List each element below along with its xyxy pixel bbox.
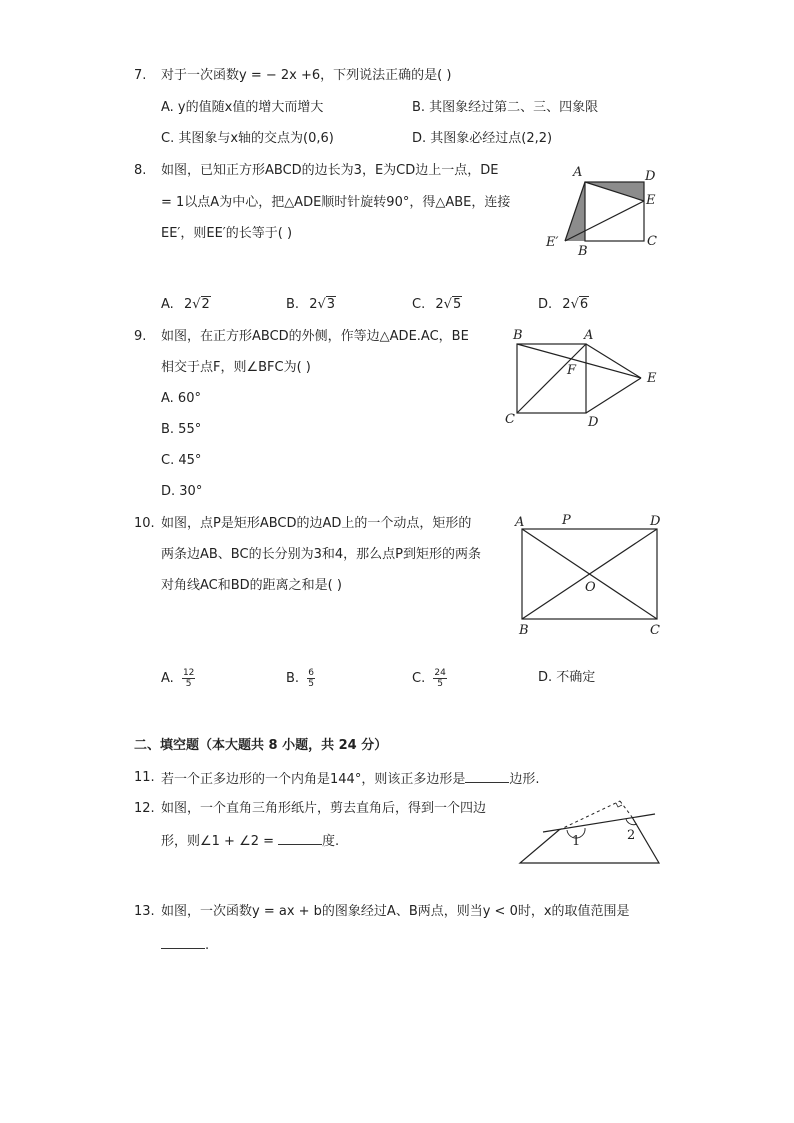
q10-option-a <box>161 668 195 689</box>
q8-figure <box>540 160 670 260</box>
q10-option-c-numerator: 24 <box>434 668 446 678</box>
q9-label-e: E <box>647 371 657 386</box>
q10-option-d: D. 不确定 <box>538 670 596 685</box>
q12-figure <box>515 795 665 870</box>
q10-line3: 对角线AC和BD的距离之和是( ) <box>161 578 342 593</box>
q13-line1: 如图，一次函数y = ax + b的图象经过A、B两点，则当y < 0时，x的取值范围是 <box>161 904 630 919</box>
q8-option-a-radicand: 2 <box>201 297 210 312</box>
q10-option-a-numerator: 12 <box>182 668 195 678</box>
q9-label-d: D <box>588 415 599 430</box>
q12-label-2: 2 <box>627 828 636 843</box>
q8-option-a: A. 2√2 <box>161 297 210 312</box>
q9-segment-de <box>586 378 641 413</box>
q8-option-b-coef: 2 <box>309 297 318 312</box>
q9-label-a: A <box>584 328 594 343</box>
q12-cut-line <box>543 814 655 832</box>
q12-line2-after: 度. <box>322 834 340 849</box>
q11-number: 11. <box>134 770 155 785</box>
q12-line2-before: 形，则∠1 + ∠2 = <box>161 834 275 849</box>
q8-option-a-label: A. <box>161 297 174 312</box>
q10-number: 10. <box>134 516 155 531</box>
q10-option-b <box>286 668 315 689</box>
q8-option-d-label: D. <box>538 297 553 312</box>
q10-option-c <box>412 668 447 689</box>
q10-label-o: O <box>585 580 596 595</box>
q11-text <box>161 770 539 788</box>
q12-dashed-leg-right <box>620 801 632 817</box>
q9-label-f: F <box>567 363 577 378</box>
q12-line2 <box>161 832 339 850</box>
q8-option-c-label: C. <box>412 297 426 312</box>
q11-text-before: 若一个正多边形的一个内角是144°，则该正多边形是 <box>161 772 466 787</box>
q10-label-d: D <box>650 514 661 529</box>
q8-option-c-radicand: 5 <box>452 297 462 312</box>
q8-option-c: C. 2√5 <box>412 297 462 312</box>
q11-text-after: 边形. <box>509 772 540 787</box>
q7-number: 7. <box>134 68 147 83</box>
q10-line1: 如图，点P是矩形ABCD的边AD上的一个动点，矩形的 <box>161 516 472 531</box>
q7-stem: 对于一次函数y = − 2x +6，下列说法正确的是( ) <box>161 68 452 83</box>
q8-label-e: E <box>646 193 656 208</box>
q10-option-b-denominator: 5 <box>308 679 314 689</box>
q11-answer-blank[interactable] <box>465 770 509 783</box>
q8-option-d-coef: 2 <box>562 297 571 312</box>
q8-label-e-prime: E′ <box>546 235 559 250</box>
q10-option-b-label: B. <box>286 671 300 686</box>
q8-line1: 如图，已知正方形ABCD的边长为3，E为CD边上一点，DE <box>161 163 499 178</box>
q10-option-a-denominator: 5 <box>185 679 192 689</box>
q7-option-d: D. 其图象必经过点(2,2) <box>412 131 553 146</box>
section-2-title: 二、填空题（本大题共 8 小题，共 24 分） <box>134 738 388 753</box>
q10-label-b: B <box>519 623 529 638</box>
q9-figure <box>500 325 670 430</box>
q12-quadrilateral <box>520 817 659 863</box>
q8-label-b: B <box>578 244 588 259</box>
q10-option-b-numerator: 6 <box>308 668 314 678</box>
q8-label-c: C <box>647 234 657 249</box>
q13-number: 13. <box>134 904 155 919</box>
q9-line2: 相交于点F，则∠BFC为( ) <box>161 360 311 375</box>
q8-option-d-radicand: 6 <box>579 297 589 312</box>
q9-segment-ae <box>586 344 641 378</box>
q12-answer-blank[interactable] <box>278 832 322 845</box>
q9-option-d: D. 30° <box>161 484 203 499</box>
q9-option-b: B. 55° <box>161 422 202 437</box>
q10-figure <box>505 510 670 640</box>
q12-line1: 如图，一个直角三角形纸片，剪去直角后，得到一个四边 <box>161 801 487 816</box>
q13-answer-blank[interactable] <box>161 936 205 949</box>
q8-option-b-radicand: 3 <box>326 297 336 312</box>
q8-option-a-coef: 2 <box>183 297 193 312</box>
q8-line3: EE′，则EE′的长等于( ) <box>161 226 293 241</box>
q12-right-angle-mark <box>616 803 622 807</box>
q12-dashed-leg-left <box>559 801 620 830</box>
q9-number: 9. <box>134 329 147 344</box>
q9-segment-be <box>517 344 641 378</box>
q9-label-b: B <box>513 328 523 343</box>
q8-option-b: B. 2√3 <box>286 297 336 312</box>
q9-line1: 如图，在正方形ABCD的外侧，作等边△ADE.AC，BE <box>161 329 469 344</box>
q9-option-c: C. 45° <box>161 453 202 468</box>
q8-option-b-label: B. <box>286 297 300 312</box>
q10-option-c-denominator: 5 <box>437 679 443 689</box>
q8-option-d: D. 2√6 <box>538 297 589 312</box>
q9-option-a: A. 60° <box>161 391 201 406</box>
q12-label-1: 1 <box>572 834 581 849</box>
q8-label-a: A <box>573 165 583 180</box>
q9-label-c: C <box>505 412 515 427</box>
q8-line2: = 1以点A为中心，把△ADE顺时针旋转90°，得△ABE，连接 <box>161 195 511 210</box>
q13-line2-after: . <box>205 938 210 953</box>
q10-label-p: P <box>562 513 571 528</box>
q10-line2: 两条边AB、BC的长分别为3和4，那么点P到矩形的两条 <box>161 547 481 562</box>
q10-label-a: A <box>515 515 525 530</box>
q13-line2 <box>161 936 209 954</box>
q7-option-c: C. 其图象与x轴的交点为(0,6) <box>161 131 334 146</box>
q10-label-c: C <box>650 623 660 638</box>
q10-option-c-label: C. <box>412 671 426 686</box>
q8-option-c-coef: 2 <box>435 297 444 312</box>
q7-option-b: B. 其图象经过第二、三、四象限 <box>412 100 599 115</box>
q8-number: 8. <box>134 163 147 178</box>
q9-segment-ac <box>517 344 586 413</box>
q12-number: 12. <box>134 801 155 816</box>
q7-option-a: A. y的值随x值的增大而增大 <box>161 100 324 115</box>
q10-option-a-label: A. <box>161 671 174 686</box>
q8-label-d: D <box>645 169 656 184</box>
